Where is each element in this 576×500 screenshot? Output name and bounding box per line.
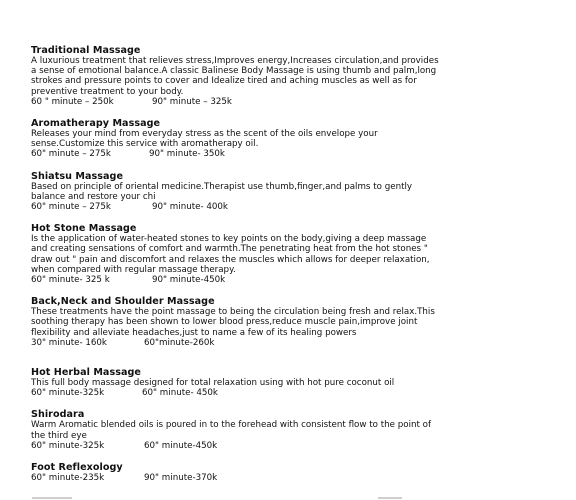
price-list bbox=[31, 45, 561, 494]
cropped-text-fragment bbox=[32, 497, 72, 499]
description-line: Is the application of water-heated stones to key points on the body,giving a deep massage bbox=[31, 234, 427, 245]
service-hot-herbal-massage bbox=[31, 367, 561, 398]
price-option-2: 60" minute- 450k bbox=[142, 388, 218, 399]
price-option-2: 90" minute- 400k bbox=[152, 202, 228, 212]
service-aromatherapy-massage bbox=[31, 118, 561, 160]
price-option-2: 60"minute-260k bbox=[144, 337, 215, 348]
service-description bbox=[31, 307, 561, 338]
service-foot-reflexology bbox=[31, 462, 561, 483]
price-option-1: 60" minute-235k bbox=[31, 472, 105, 483]
service-prices bbox=[31, 388, 561, 398]
price-option-2: 90" minute-450k bbox=[152, 275, 226, 285]
description-line: These treatments have the point massage to being the circulation being fresh and relax.This bbox=[31, 307, 435, 318]
service-title: Back,Neck and Shoulder Massage bbox=[31, 296, 215, 308]
description-line: soothing therapy has been shown to lower blood press,reduce muscle pain,improve joint bbox=[31, 317, 418, 328]
price-option-1: 60" minute- 325 k bbox=[31, 275, 110, 285]
price-option-1: 60" minute-325k bbox=[31, 388, 105, 399]
description-line: sense.Customize this service with aromatherapy oil. bbox=[31, 139, 259, 150]
service-description bbox=[31, 56, 561, 97]
service-title: Hot Stone Massage bbox=[31, 223, 137, 235]
price-option-2: 90" minute-370k bbox=[144, 472, 218, 483]
price-option-2: 90" minute – 325k bbox=[152, 96, 232, 107]
price-option-1: 60" minute – 275k bbox=[31, 149, 111, 160]
service-hot-stone-massage bbox=[31, 223, 561, 285]
cropped-text-fragment bbox=[378, 497, 402, 499]
service-title: Shiatsu Massage bbox=[31, 170, 124, 182]
description-line: draw out " pain and discomfort and relaxes the muscles which allows for deeper relaxation, bbox=[31, 254, 430, 265]
service-description bbox=[31, 182, 561, 202]
description-line: This full body massage designed for total relaxation using with hot pure coconut oil bbox=[31, 377, 395, 388]
service-title: Shirodara bbox=[31, 409, 85, 421]
price-option-2: 90" minute- 350k bbox=[149, 149, 225, 160]
service-title: Hot Herbal Massage bbox=[31, 366, 141, 378]
service-description bbox=[31, 129, 561, 149]
service-prices bbox=[31, 97, 561, 107]
description-line: flexibility and alleviate headaches,just to name a few of its healing powers bbox=[31, 327, 357, 338]
service-prices bbox=[31, 441, 561, 451]
service-title: Aromatherapy Massage bbox=[31, 118, 161, 129]
description-line: Releases your mind from everyday stress as the scent of the oils envelope your bbox=[31, 129, 378, 139]
description-line: preventive treatment to your body. bbox=[31, 86, 184, 97]
service-prices bbox=[31, 338, 561, 348]
service-shiatsu-massage bbox=[31, 171, 561, 213]
description-line: balance and restore your chi bbox=[31, 191, 156, 202]
description-line: A luxurious treatment that relieves stress,Improves energy,Increases circulation,and provides bbox=[31, 56, 439, 66]
service-title: Traditional Massage bbox=[31, 45, 141, 56]
cropped-next-section bbox=[0, 496, 576, 500]
description-line: Warm Aromatic blended oils is poured in to the forehead with consistent flow to the point of bbox=[31, 420, 432, 431]
description-line: Based on principle of oriental medicine.Therapist use thumb,finger,and palms to gently bbox=[31, 181, 413, 192]
description-line: the third eye bbox=[31, 430, 87, 441]
service-traditional-massage bbox=[31, 45, 561, 107]
service-back-neck-shoulder-massage bbox=[31, 296, 561, 348]
service-prices bbox=[31, 275, 561, 285]
service-prices bbox=[31, 473, 561, 483]
service-prices bbox=[31, 149, 561, 159]
price-option-2: 60" minute-450k bbox=[144, 440, 218, 451]
price-option-1: 60 " minute – 250k bbox=[31, 96, 114, 107]
service-description bbox=[31, 378, 561, 388]
price-option-1: 60" minute – 275k bbox=[31, 202, 111, 212]
service-title: Foot Reflexology bbox=[31, 461, 123, 473]
description-line: strokes and pressure points to cover and Idealize tired and aching muscles as well as for bbox=[31, 76, 417, 87]
service-prices bbox=[31, 202, 561, 212]
description-line: when compared with regular massage therapy. bbox=[31, 264, 236, 275]
service-description bbox=[31, 234, 561, 275]
description-line: a sense of emotional balance.A classic Balinese Body Massage is using thumb and palm,long bbox=[31, 66, 437, 77]
service-shirodara bbox=[31, 409, 561, 451]
description-line: and creating sensations of comfort and warmth.The penetrating heat from the hot stones " bbox=[31, 244, 428, 255]
price-option-1: 30" minute- 160k bbox=[31, 337, 107, 348]
service-description bbox=[31, 420, 561, 440]
price-option-1: 60" minute-325k bbox=[31, 440, 105, 451]
